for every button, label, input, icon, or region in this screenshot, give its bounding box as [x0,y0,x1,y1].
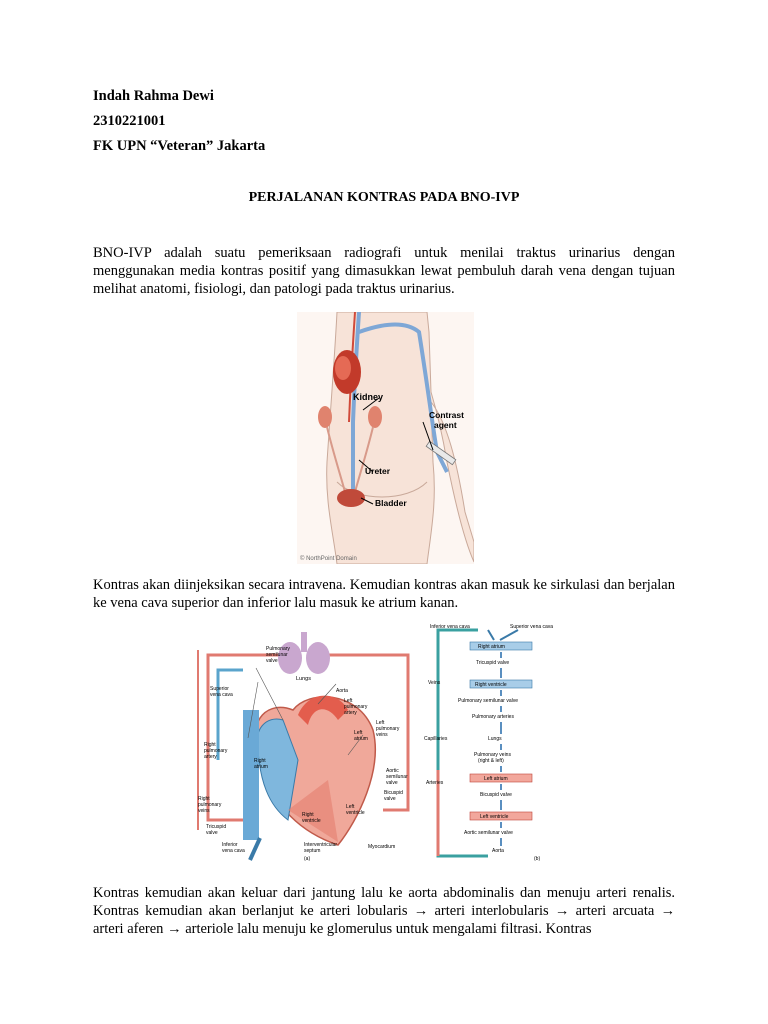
label-bladder: Bladder [375,498,407,508]
svg-text:valve: valve [206,830,218,836]
svg-text:valve: valve [386,780,398,786]
label-agent: agent [434,420,457,430]
image-credit: © NorthPoint Domain [300,556,357,562]
label-aortic-valve: Aortic [386,768,399,774]
flow-aorta: Aorta [492,848,504,854]
flow-pulm-valve: Pulmonary semilunar valve [458,698,519,704]
flow-left-ventricle: Left ventricle [480,814,509,820]
svg-text:atrium: atrium [354,736,368,742]
label-tricuspid: Tricuspid [206,824,227,830]
label-right-atrium: Right [254,758,266,764]
label-septum: Interventricular [304,842,338,848]
label-svc: Superior [210,686,229,692]
flow-right-ventricle: Right ventricle [475,682,507,688]
heart-circulation-diagram [188,620,582,872]
label-rpa: Right [204,742,216,748]
flow-veins: Veins [428,680,441,686]
flow-arteries: Arteries [426,780,444,786]
svg-text:pulmonary: pulmonary [376,726,400,732]
svg-text:pulmonary: pulmonary [198,802,222,808]
svg-text:valve: valve [266,658,278,664]
flow-capillaries: Capillaries [424,736,448,742]
svg-text:atrium: atrium [254,764,268,770]
arrow-glyph: → [167,921,182,937]
ivp-body-illustration [297,312,474,564]
document-title: PERJALANAN KONTRAS PADA BNO-IVP [248,190,520,205]
svg-text:ventricle: ventricle [302,818,321,824]
author-name: Indah Rahma Dewi [93,88,214,104]
label-left-atrium: Left [354,730,363,736]
label-right-ventricle: Right [302,812,314,818]
label-contrast: Contrast [429,410,464,420]
label-bicuspid: Bicuspid [384,790,403,796]
svg-text:veins: veins [376,732,388,738]
flow-lungs: Lungs [488,736,502,742]
arrow-glyph: → [660,903,676,919]
svg-text:semilunar: semilunar [386,774,408,780]
svg-text:artery: artery [344,710,357,716]
flow-pulm-veins: Pulmonary veins [474,752,511,758]
label-kidney: Kidney [353,392,384,402]
svg-text:ventricle: ventricle [346,810,365,816]
paragraph-injection: Kontras akan diinjeksikan secara intravena. Kemudian kontras akan masuk ke sirkulasi dan berjalan ke vena cava superior dan inferior lalu masuk ke atrium kanan. [93,577,675,611]
label-aorta: Aorta [336,688,348,694]
flow-aortic-valve: Aortic semilunar valve [464,830,513,836]
label-pulm-valve: Pulmonary [266,646,290,652]
svg-text:artery: artery [204,754,217,760]
student-id: 2310221001 [93,113,166,129]
paragraph-flow: Kontras kemudian akan keluar dari jantung lalu ke aorta abdominalis dan menuju arteri renalis. Kontras kemudian akan berlanjut ke arteri lobularis → arteri interlobularis → arteri arcuata → arteri aferen → arteriole lalu menuju ke glomerulus untuk mengalami filtrasi. Kontras [93,885,676,937]
svg-text:vena cava: vena cava [210,692,233,698]
label-fig-b: (b) [534,856,541,862]
svg-text:veins: veins [198,808,210,814]
label-left-ventricle: Left [346,804,355,810]
flow-svc: Superior vena cava [510,624,554,630]
flow-left-atrium: Left atrium [484,776,508,782]
flow-bicuspid: Bicuspid valve [480,792,512,798]
arrow-glyph: → [413,903,429,919]
arrow-glyph: → [554,903,570,919]
institution: FK UPN “Veteran” Jakarta [93,138,266,154]
label-lpa: Left [344,698,353,704]
label-lungs: Lungs [296,676,311,682]
svg-text:septum: septum [304,848,321,854]
flow-tricuspid: Tricuspid valve [476,660,510,666]
label-rpv: Right [198,796,210,802]
paragraph-intro: BNO-IVP adalah suatu pemeriksaan radiografi untuk menilai traktus urinarius dengan menggunakan media kontras positif yang dimasukkan lewat pembuluh darah vena dengan tujuan melihat anatomi, fisiologi, dan patologi pada traktus urinarius. [93,245,675,297]
svg-text:semilunar: semilunar [266,652,288,658]
svg-text:valve: valve [384,796,396,802]
label-ureter: Ureter [365,466,391,476]
flow-ivc: Inferior vena cava [430,624,470,630]
svg-text:(right & left): (right & left) [478,758,504,764]
label-ivc: Inferior [222,842,238,848]
label-myocardium: Myocardium [368,844,396,850]
svg-text:pulmonary: pulmonary [344,704,368,710]
label-fig-a: (a) [304,856,311,862]
svg-text:pulmonary: pulmonary [204,748,228,754]
flow-pulm-arteries: Pulmonary arteries [472,714,514,720]
flow-right-atrium: Right atrium [478,644,505,650]
svg-text:vena cava: vena cava [222,848,245,854]
label-lpv: Left [376,720,385,726]
